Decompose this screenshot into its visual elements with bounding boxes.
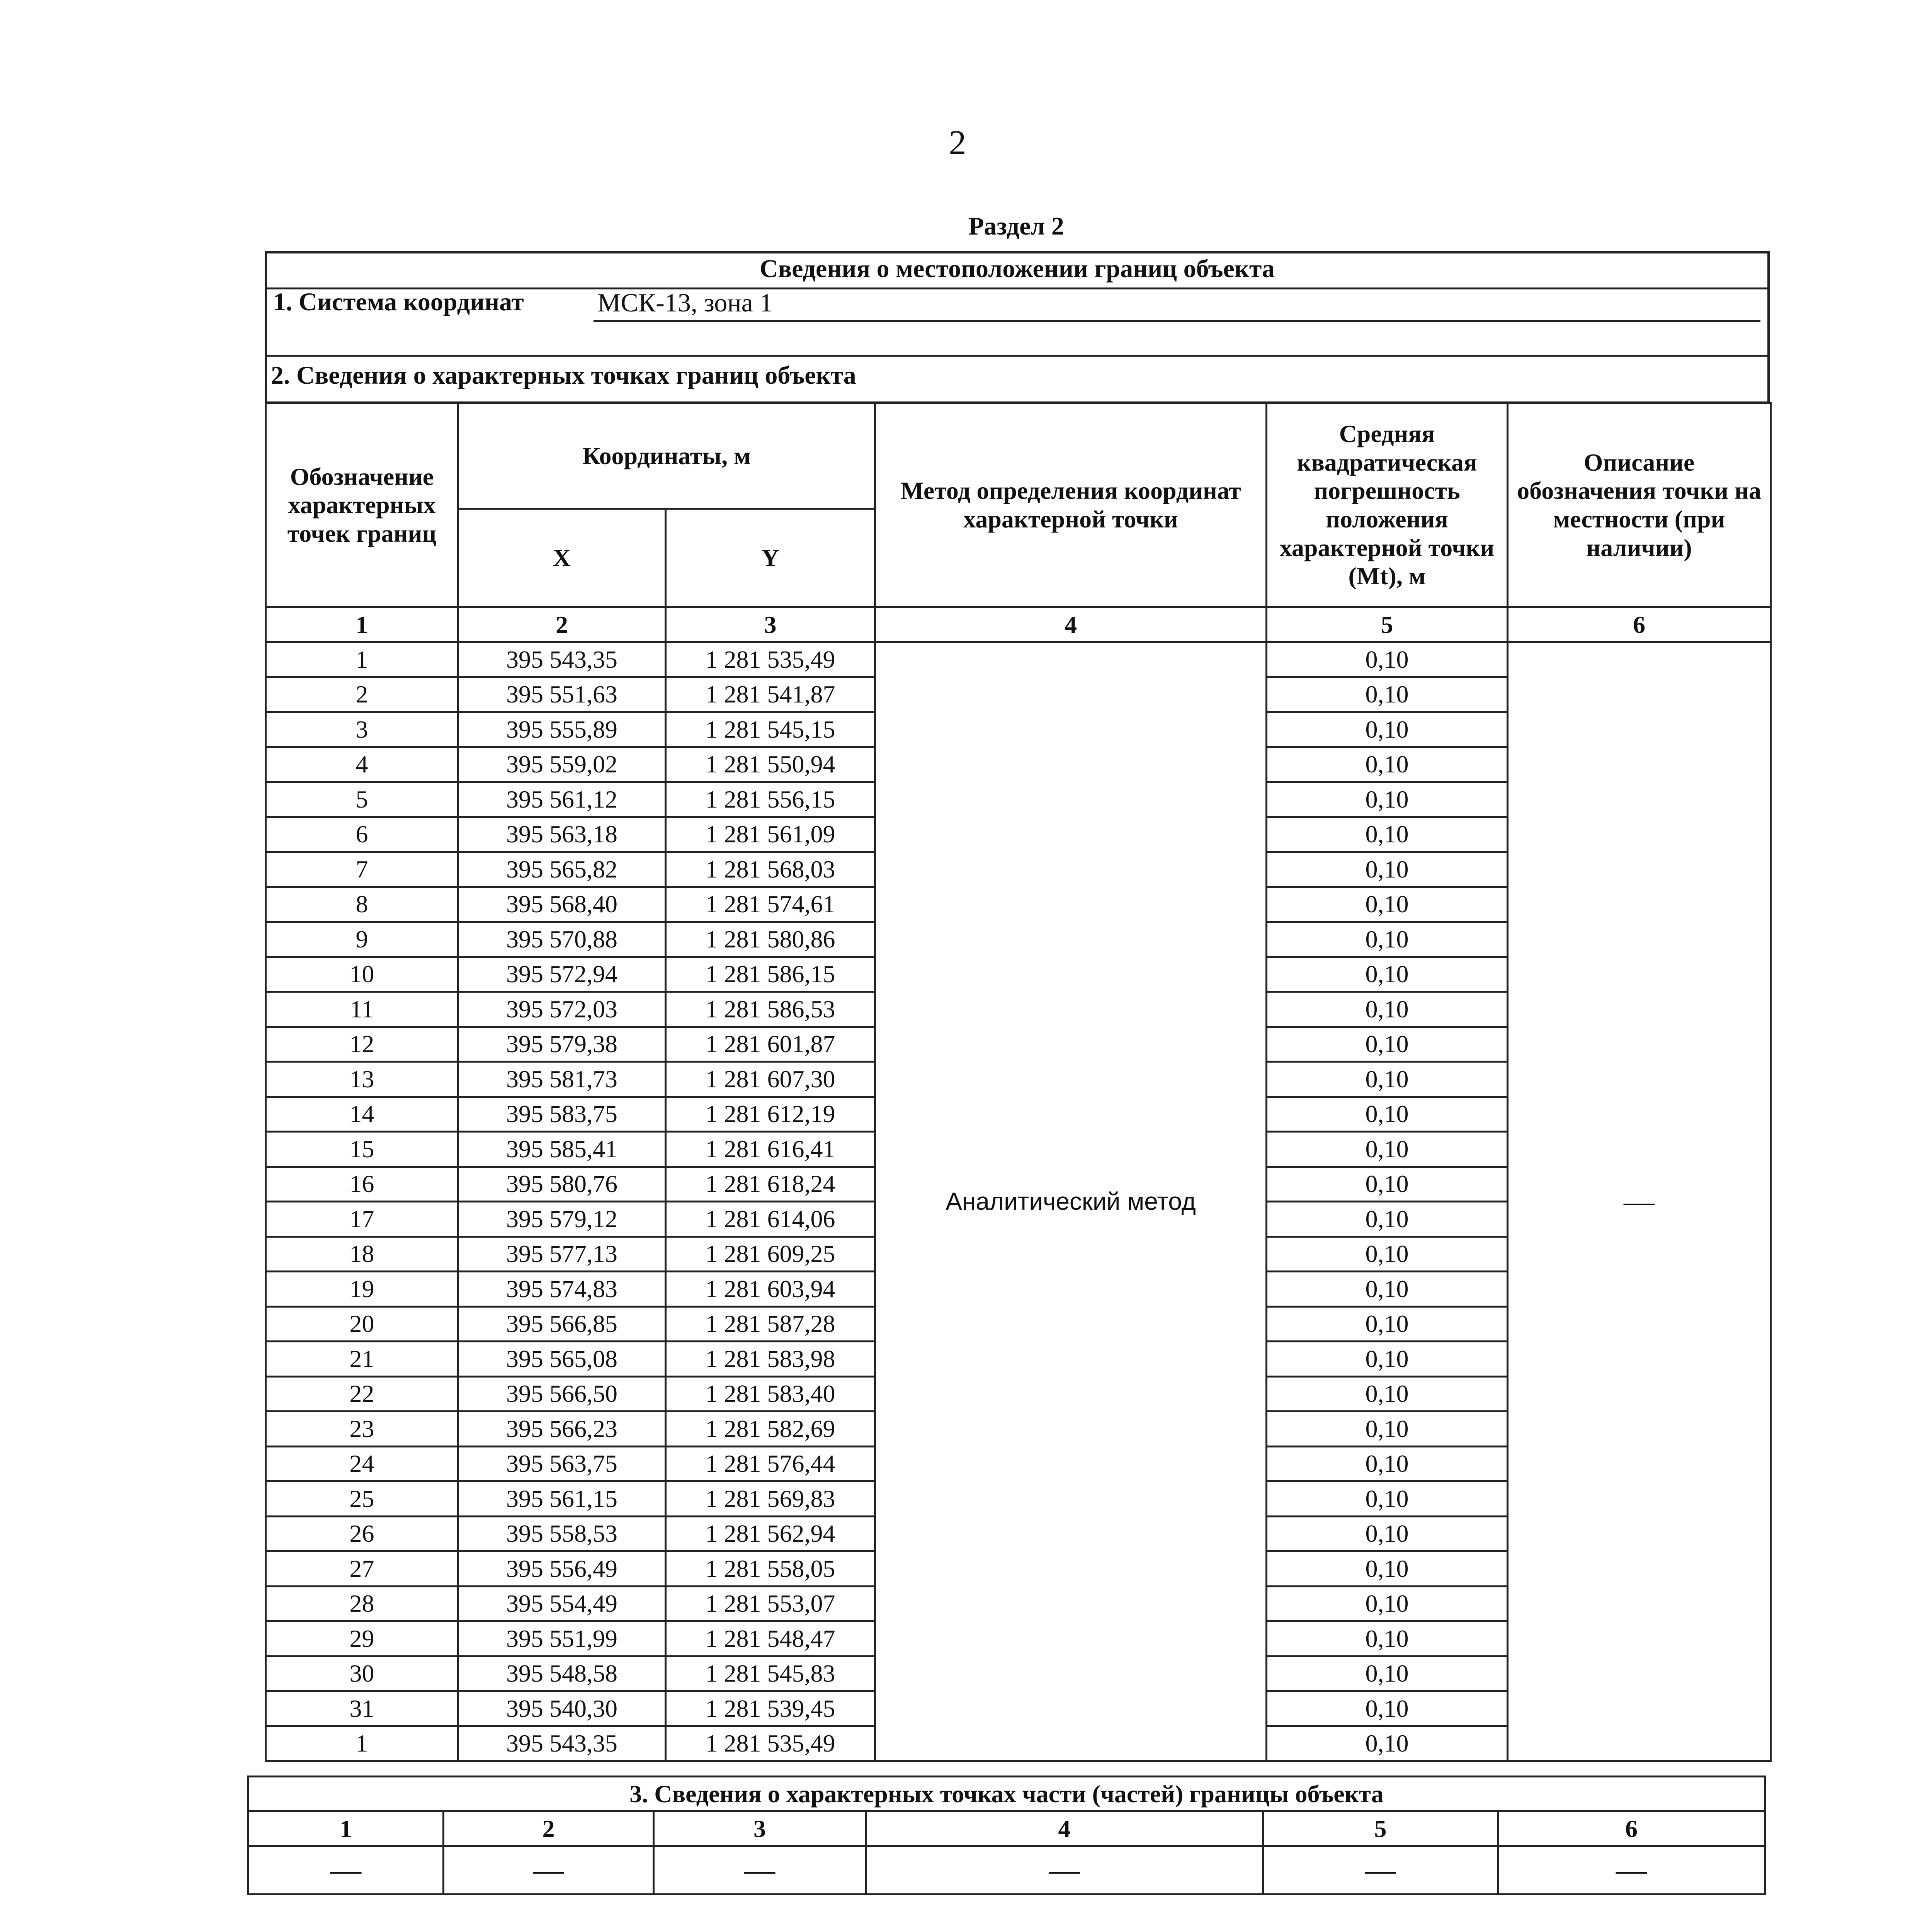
x-coordinate-cell: 395 563,18: [458, 817, 666, 852]
method-cell: Аналитический метод: [875, 642, 1267, 1761]
boundary-points-table: [265, 402, 1772, 1762]
point-number-cell: 26: [266, 1516, 458, 1551]
y-coordinate-cell: 1 281 545,83: [666, 1656, 875, 1691]
point-number-cell: 9: [266, 922, 458, 957]
x-coordinate-cell: 395 579,38: [458, 1027, 666, 1062]
error-cell: 0,10: [1267, 1306, 1508, 1342]
x-coordinate-cell: 395 566,23: [458, 1412, 666, 1447]
sub3-col-number: 4: [866, 1811, 1263, 1846]
sub3-value: —: [866, 1846, 1263, 1895]
col-number: 4: [875, 607, 1267, 642]
error-cell: 0,10: [1267, 1656, 1508, 1691]
error-cell: 0,10: [1267, 887, 1508, 922]
x-coordinate-cell: 395 543,35: [458, 642, 666, 677]
y-coordinate-cell: 1 281 583,98: [666, 1342, 875, 1377]
sub3-col-number: 3: [654, 1811, 866, 1846]
point-number-cell: 2: [266, 677, 458, 712]
header-method: Метод определения координат характерной точки: [875, 403, 1267, 607]
x-coordinate-cell: 395 558,53: [458, 1516, 666, 1551]
y-coordinate-cell: 1 281 553,07: [666, 1586, 875, 1621]
y-coordinate-cell: 1 281 618,24: [666, 1167, 875, 1202]
error-cell: 0,10: [1267, 1202, 1508, 1237]
sub3-value: —: [1263, 1846, 1498, 1895]
point-number-cell: 28: [266, 1586, 458, 1621]
x-coordinate-cell: 395 568,40: [458, 887, 666, 922]
point-number-cell: 29: [266, 1621, 458, 1656]
error-cell: 0,10: [1267, 1236, 1508, 1272]
y-coordinate-cell: 1 281 535,49: [666, 1726, 875, 1761]
y-coordinate-cell: 1 281 603,94: [666, 1272, 875, 1307]
error-cell: 0,10: [1267, 1167, 1508, 1202]
point-number-cell: 5: [266, 782, 458, 817]
error-cell: 0,10: [1267, 1027, 1508, 1062]
point-number-cell: 19: [266, 1272, 458, 1307]
x-coordinate-cell: 395 554,49: [458, 1586, 666, 1621]
y-coordinate-cell: 1 281 576,44: [666, 1446, 875, 1481]
col-number: 2: [458, 607, 666, 642]
col-number: 6: [1508, 607, 1771, 642]
error-cell: 0,10: [1267, 922, 1508, 957]
x-coordinate-cell: 395 561,12: [458, 782, 666, 817]
sub3-value: —: [444, 1846, 654, 1895]
x-coordinate-cell: 395 572,03: [458, 992, 666, 1027]
error-cell: 0,10: [1267, 992, 1508, 1027]
point-number-cell: 4: [266, 747, 458, 782]
x-coordinate-cell: 395 566,85: [458, 1306, 666, 1342]
x-coordinate-cell: 395 581,73: [458, 1062, 666, 1097]
error-cell: 0,10: [1267, 1446, 1508, 1481]
description-cell: —: [1508, 642, 1771, 1761]
coord-system-label: 1. Система координат: [273, 288, 524, 316]
table-title: Сведения о местоположении границ объекта: [759, 255, 1275, 283]
point-number-cell: 20: [266, 1306, 458, 1342]
coord-system-rule: [267, 355, 1767, 357]
header-description: Описание обозначения точки на местности (при наличии): [1508, 403, 1771, 607]
y-coordinate-cell: 1 281 535,49: [666, 642, 875, 677]
error-cell: 0,10: [1267, 747, 1508, 782]
y-coordinate-cell: 1 281 574,61: [666, 887, 875, 922]
x-coordinate-cell: 395 572,94: [458, 957, 666, 992]
subsection3-table: [247, 1776, 1766, 1895]
point-number-cell: 11: [266, 992, 458, 1027]
point-number-cell: 21: [266, 1342, 458, 1377]
y-coordinate-cell: 1 281 607,30: [666, 1062, 875, 1097]
error-cell: 0,10: [1267, 1481, 1508, 1517]
x-coordinate-cell: 395 551,63: [458, 677, 666, 712]
point-number-cell: 1: [266, 642, 458, 677]
y-coordinate-cell: 1 281 612,19: [666, 1097, 875, 1132]
subsection2-title: 2. Сведения о характерных точках границ объекта: [271, 361, 856, 389]
error-cell: 0,10: [1267, 1272, 1508, 1307]
header-error: Средняя квадратическая погрешность положения характерной точки (Mt), м: [1267, 403, 1508, 607]
x-coordinate-cell: 395 551,99: [458, 1621, 666, 1656]
error-cell: 0,10: [1267, 1726, 1508, 1761]
y-coordinate-cell: 1 281 609,25: [666, 1236, 875, 1272]
x-coordinate-cell: 395 563,75: [458, 1446, 666, 1481]
point-number-cell: 13: [266, 1062, 458, 1097]
error-cell: 0,10: [1267, 1691, 1508, 1726]
error-cell: 0,10: [1267, 782, 1508, 817]
error-cell: 0,10: [1267, 677, 1508, 712]
y-coordinate-cell: 1 281 582,69: [666, 1412, 875, 1447]
subsection3-title: 3. Сведения о характерных точках части (частей) границы объекта: [248, 1777, 1765, 1811]
sub3-value: —: [248, 1846, 444, 1895]
x-coordinate-cell: 395 580,76: [458, 1167, 666, 1202]
point-number-cell: 17: [266, 1202, 458, 1237]
point-number-cell: 15: [266, 1132, 458, 1167]
y-coordinate-cell: 1 281 548,47: [666, 1621, 875, 1656]
x-coordinate-cell: 395 561,15: [458, 1481, 666, 1517]
error-cell: 0,10: [1267, 1516, 1508, 1551]
point-number-cell: 14: [266, 1097, 458, 1132]
y-coordinate-cell: 1 281 616,41: [666, 1132, 875, 1167]
point-number-cell: 7: [266, 852, 458, 887]
y-coordinate-cell: 1 281 614,06: [666, 1202, 875, 1237]
x-coordinate-cell: 395 583,75: [458, 1097, 666, 1132]
point-number-cell: 16: [266, 1167, 458, 1202]
point-number-cell: 1: [266, 1726, 458, 1761]
y-coordinate-cell: 1 281 569,83: [666, 1481, 875, 1517]
y-coordinate-cell: 1 281 586,15: [666, 957, 875, 992]
coord-system-underline: [594, 320, 1760, 322]
y-coordinate-cell: 1 281 586,53: [666, 992, 875, 1027]
point-number-cell: 18: [266, 1236, 458, 1272]
x-coordinate-cell: 395 574,83: [458, 1272, 666, 1307]
y-coordinate-cell: 1 281 556,15: [666, 782, 875, 817]
point-number-cell: 25: [266, 1481, 458, 1517]
sub3-value: —: [1498, 1846, 1765, 1895]
point-number-cell: 6: [266, 817, 458, 852]
x-coordinate-cell: 395 556,49: [458, 1551, 666, 1587]
error-cell: 0,10: [1267, 817, 1508, 852]
x-coordinate-cell: 395 555,89: [458, 712, 666, 747]
point-number-cell: 30: [266, 1656, 458, 1691]
point-number-cell: 3: [266, 712, 458, 747]
header-x: X: [458, 509, 666, 607]
x-coordinate-cell: 395 565,82: [458, 852, 666, 887]
sub3-col-number: 6: [1498, 1811, 1765, 1846]
y-coordinate-cell: 1 281 541,87: [666, 677, 875, 712]
point-number-cell: 31: [266, 1691, 458, 1726]
x-coordinate-cell: 395 566,50: [458, 1376, 666, 1412]
y-coordinate-cell: 1 281 561,09: [666, 817, 875, 852]
point-number-cell: 23: [266, 1412, 458, 1447]
y-coordinate-cell: 1 281 550,94: [666, 747, 875, 782]
point-number-cell: 12: [266, 1027, 458, 1062]
table-row: [266, 642, 1771, 677]
x-coordinate-cell: 395 579,12: [458, 1202, 666, 1237]
x-coordinate-cell: 395 570,88: [458, 922, 666, 957]
sub3-col-number: 2: [444, 1811, 654, 1846]
error-cell: 0,10: [1267, 642, 1508, 677]
y-coordinate-cell: 1 281 562,94: [666, 1516, 875, 1551]
error-cell: 0,10: [1267, 852, 1508, 887]
header-designation: Обозначение характерных точек границ: [266, 403, 458, 607]
page-number: 2: [949, 124, 966, 162]
y-coordinate-cell: 1 281 558,05: [666, 1551, 875, 1587]
y-coordinate-cell: 1 281 587,28: [666, 1306, 875, 1342]
sub3-col-number: 5: [1263, 1811, 1498, 1846]
error-cell: 0,10: [1267, 712, 1508, 747]
error-cell: 0,10: [1267, 1132, 1508, 1167]
error-cell: 0,10: [1267, 1586, 1508, 1621]
y-coordinate-cell: 1 281 545,15: [666, 712, 875, 747]
y-coordinate-cell: 1 281 568,03: [666, 852, 875, 887]
col-number: 5: [1267, 607, 1508, 642]
x-coordinate-cell: 395 543,35: [458, 1726, 666, 1761]
sub3-col-number: 1: [248, 1811, 444, 1846]
info-frame: [265, 251, 1770, 404]
x-coordinate-cell: 395 585,41: [458, 1132, 666, 1167]
col-number: 3: [666, 607, 875, 642]
point-number-cell: 24: [266, 1446, 458, 1481]
section-title: Раздел 2: [968, 212, 1064, 240]
y-coordinate-cell: 1 281 583,40: [666, 1376, 875, 1412]
y-coordinate-cell: 1 281 580,86: [666, 922, 875, 957]
point-number-cell: 22: [266, 1376, 458, 1412]
error-cell: 0,10: [1267, 1412, 1508, 1447]
point-number-cell: 10: [266, 957, 458, 992]
x-coordinate-cell: 395 565,08: [458, 1342, 666, 1377]
coord-system-value: МСК-13, зона 1: [597, 288, 773, 317]
error-cell: 0,10: [1267, 1551, 1508, 1587]
sub3-value: —: [654, 1846, 866, 1895]
error-cell: 0,10: [1267, 1342, 1508, 1377]
error-cell: 0,10: [1267, 1062, 1508, 1097]
col-number: 1: [266, 607, 458, 642]
x-coordinate-cell: 395 548,58: [458, 1656, 666, 1691]
y-coordinate-cell: 1 281 601,87: [666, 1027, 875, 1062]
point-number-cell: 27: [266, 1551, 458, 1587]
error-cell: 0,10: [1267, 1097, 1508, 1132]
x-coordinate-cell: 395 540,30: [458, 1691, 666, 1726]
error-cell: 0,10: [1267, 957, 1508, 992]
x-coordinate-cell: 395 577,13: [458, 1236, 666, 1272]
point-number-cell: 8: [266, 887, 458, 922]
error-cell: 0,10: [1267, 1621, 1508, 1656]
header-y: Y: [666, 509, 875, 607]
y-coordinate-cell: 1 281 539,45: [666, 1691, 875, 1726]
header-coordinates: Координаты, м: [458, 403, 875, 509]
error-cell: 0,10: [1267, 1376, 1508, 1412]
x-coordinate-cell: 395 559,02: [458, 747, 666, 782]
